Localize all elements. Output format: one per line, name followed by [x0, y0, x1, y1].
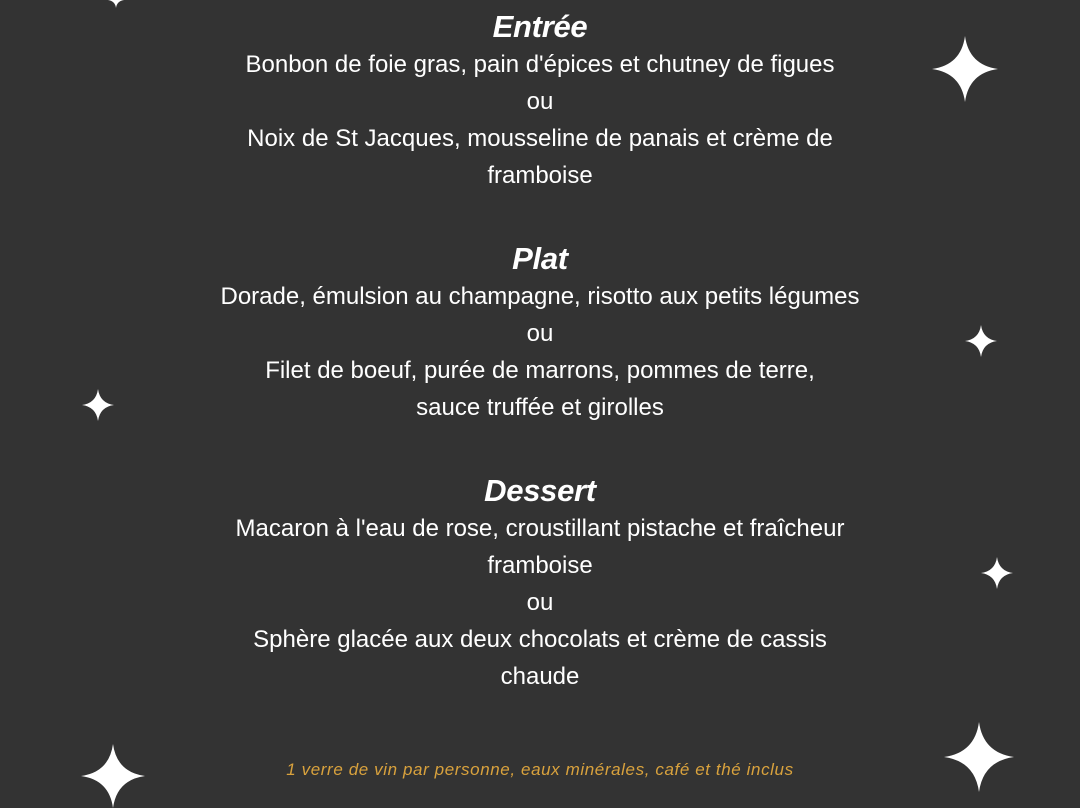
section-entree: [0, 8, 1080, 194]
section-title-entree: Entrée: [492, 9, 588, 44]
sparkle-icon: [932, 36, 998, 102]
section-title-plat: Plat: [512, 241, 568, 276]
section-dessert: [0, 472, 1080, 695]
sparkle-icon: [78, 744, 148, 808]
menu-line-or: ou: [526, 589, 554, 616]
sparkle-icon: [108, 0, 124, 10]
menu-line: Bonbon de foie gras, pain d'épices et chutney de figues: [245, 51, 835, 78]
menu-line: framboise: [487, 552, 593, 579]
sparkle-icon: [981, 557, 1013, 589]
sparkle-icon: [82, 389, 114, 421]
footer-note: 1 verre de vin par personne, eaux minérales, café et thé inclus: [286, 760, 794, 779]
menu-line-or: ou: [526, 88, 554, 115]
menu-line-or: ou: [526, 320, 554, 347]
menu-line: Macaron à l'eau de rose, croustillant pistache et fraîcheur: [235, 515, 845, 542]
menu-line: framboise: [487, 162, 593, 189]
menu-line: sauce truffée et girolles: [416, 394, 664, 421]
menu-line: Noix de St Jacques, mousseline de panais et crème de: [247, 125, 833, 152]
menu-line: Sphère glacée aux deux chocolats et crème de cassis: [253, 626, 827, 653]
menu-line: Dorade, émulsion au champagne, risotto aux petits légumes: [220, 283, 860, 310]
menu-line: chaude: [500, 663, 580, 690]
section-title-dessert: Dessert: [484, 473, 596, 508]
sparkle-icon: [965, 325, 997, 357]
sparkle-icon: [944, 722, 1014, 792]
section-plat: [0, 240, 1080, 426]
menu-line: Filet de boeuf, purée de marrons, pommes de terre,: [265, 357, 815, 384]
